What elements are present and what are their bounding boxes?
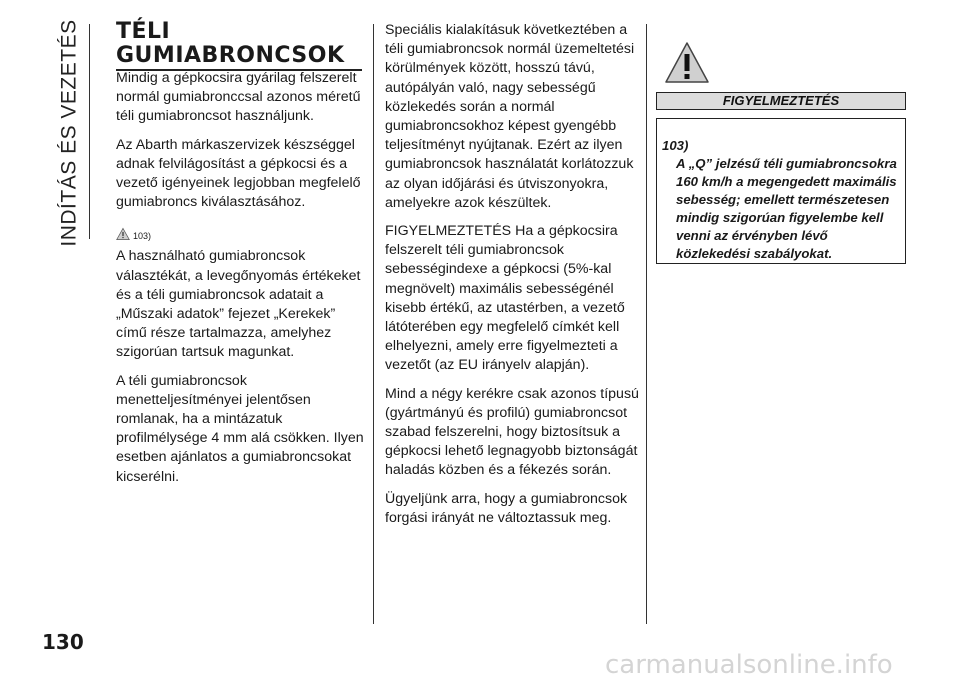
warning-triangle-icon	[664, 41, 710, 85]
section-title-text: INDÍTÁS ÉS VEZETÉS	[58, 18, 81, 247]
paragraph: Az Abarth márkaszervizek készséggel adnak felvilágosítást a gépkocsi és a vezető igényeinek legjobban megfelelő gumiabroncs kiválasztásához.	[116, 136, 361, 211]
paragraph: A használható gumiabroncsok választékát, a levegőnyomás értékeket és a téli gumiabroncsok adatait a „Műszaki adatok” fejezet „Kerekek” című része tartalmazza, amelyhez szigorúan tartsuk magunkat.	[116, 248, 361, 361]
paragraph: Mind a négy kerékre csak azonos típusú (gyártmányú és profilú) gumiabroncsot szabad felszerelni, hogy biztosítsuk a gépkocsi lehető legnagyobb biztonságát haladás közben és a fékezés során.	[385, 385, 639, 479]
warning-item-number: 103)	[662, 138, 689, 153]
warning-item-text: A „Q” jelzésű téli gumiabroncsokra 160 km/h a megengedett maximális sebesség; emellett természetesen mindig szigorúan figyelembe kell venni az érvényben lévő közlekedési szabályokat.	[676, 156, 897, 261]
page-heading: TÉLI GUMIABRONCSOK	[116, 20, 362, 71]
warning-reference[interactable]	[116, 219, 366, 241]
warning-item	[662, 137, 904, 263]
warning-triangle-icon	[116, 227, 130, 241]
column-1	[116, 69, 366, 496]
paragraph: Mindig a gépkocsira gyárilag felszerelt normál gumiabronccsal azonos méretű téli gumiabroncsot használjunk.	[116, 70, 361, 125]
paragraph: FIGYELMEZTETÉS Ha a gépkocsira felszerelt téli gumiabroncsok sebességindexe a gépkocsi (5%-kal megnövelt) maximális sebességénél kisebb értékű, az utastérben, a vezető látóterében egy megfelelő címkét kell elhelyezni, amely erre figyelmezteti a vezetőt (az EU irányelv alapján).	[385, 223, 625, 374]
page-number: 130	[42, 630, 84, 654]
paragraph: Ügyeljünk arra, hogy a gumiabroncsok forgási irányát ne változtassuk meg.	[385, 490, 628, 526]
section-title-vertical	[40, 20, 100, 245]
warning-title: FIGYELMEZTETÉS	[656, 92, 906, 110]
divider-right	[646, 24, 647, 624]
paragraph: A téli gumiabroncsok menetteljesítményei jelentősen romlanak, ha a mintázatuk profilmélysége 4 mm alá csökken. Ilyen esetben ajánlatos a gumiabroncsokat kicserélni.	[116, 372, 364, 485]
column-2	[385, 21, 640, 537]
watermark: carmanualsonline.info	[605, 650, 893, 680]
warning-ref-number: 103)	[133, 231, 152, 242]
divider-left	[89, 24, 90, 239]
divider-middle	[373, 24, 374, 624]
paragraph: Speciális kialakításuk következtében a téli gumiabroncsok normál üzemeltetési körülmények között, hosszú távú, autópályán való, nagy sebességű közlekedés során a normál gumiabroncsokhoz képest gyengébb teljesítményt nyújtanak. Ezért az ilyen gumiabroncsok használatát korlátozzuk az olyan időjárási és útviszonyokra, amelyekre azok készültek.	[385, 22, 635, 211]
